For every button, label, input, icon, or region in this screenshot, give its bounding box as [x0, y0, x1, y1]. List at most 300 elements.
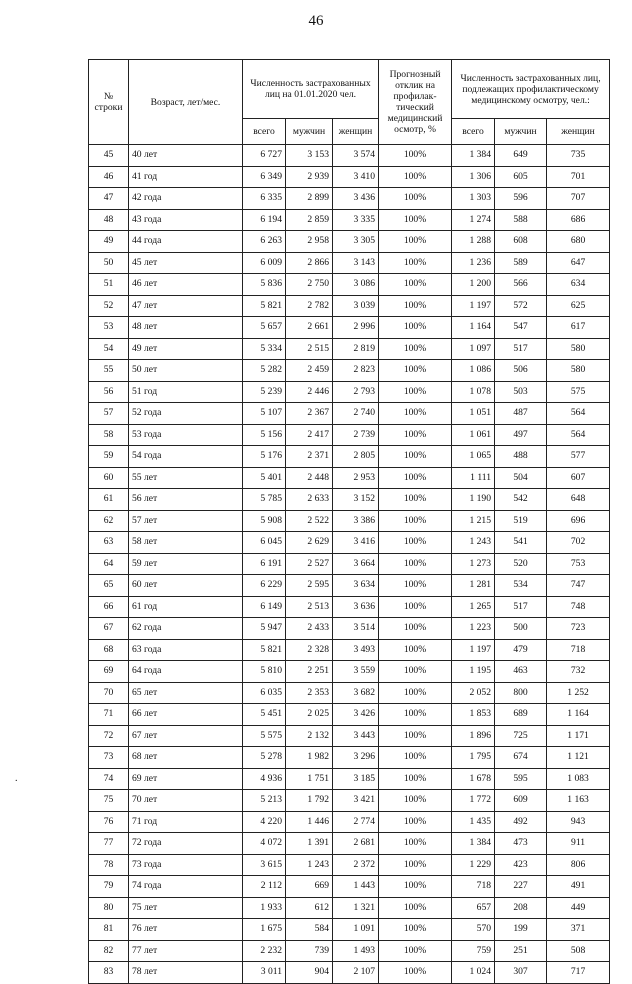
- insured-men-cell: 2 353: [286, 682, 333, 704]
- insured-women-cell: 3 682: [333, 682, 379, 704]
- table-row: [89, 575, 610, 597]
- age-cell: 53 года: [129, 424, 243, 446]
- response-rate-cell: 100%: [379, 661, 452, 683]
- insured-men-cell: 1 243: [286, 854, 333, 876]
- insured-total-cell: 1 933: [243, 897, 286, 919]
- insured-total-cell: 5 451: [243, 704, 286, 726]
- age-cell: 76 лет: [129, 919, 243, 941]
- exam-men-cell: 588: [495, 209, 547, 231]
- insured-men-cell: 2 515: [286, 338, 333, 360]
- response-rate-cell: 100%: [379, 919, 452, 941]
- header-age: Возраст, лет/мес.: [129, 60, 243, 145]
- response-rate-cell: 100%: [379, 790, 452, 812]
- insured-total-cell: 5 947: [243, 618, 286, 640]
- age-cell: 66 лет: [129, 704, 243, 726]
- row-number-cell: 51: [89, 274, 129, 296]
- response-rate-cell: 100%: [379, 811, 452, 833]
- table-row: [89, 532, 610, 554]
- insured-men-cell: 612: [286, 897, 333, 919]
- exam-total-cell: 1 111: [452, 467, 495, 489]
- age-cell: 40 лет: [129, 145, 243, 167]
- exam-men-cell: 199: [495, 919, 547, 941]
- table-row: [89, 424, 610, 446]
- table-row: [89, 704, 610, 726]
- response-rate-cell: 100%: [379, 596, 452, 618]
- insured-women-cell: 3 664: [333, 553, 379, 575]
- exam-men-cell: 517: [495, 596, 547, 618]
- age-cell: 47 лет: [129, 295, 243, 317]
- exam-men-cell: 596: [495, 188, 547, 210]
- insured-women-cell: 3 559: [333, 661, 379, 683]
- row-number-cell: 58: [89, 424, 129, 446]
- header-row-number: № строки: [89, 60, 129, 145]
- exam-men-cell: 566: [495, 274, 547, 296]
- age-cell: 72 года: [129, 833, 243, 855]
- age-cell: 50 лет: [129, 360, 243, 382]
- exam-total-cell: 1 274: [452, 209, 495, 231]
- age-cell: 59 лет: [129, 553, 243, 575]
- exam-women-cell: 748: [547, 596, 610, 618]
- insured-women-cell: 2 740: [333, 403, 379, 425]
- insured-women-cell: 2 823: [333, 360, 379, 382]
- exam-total-cell: 1 024: [452, 962, 495, 984]
- insured-men-cell: 1 982: [286, 747, 333, 769]
- insured-women-cell: 3 426: [333, 704, 379, 726]
- insured-women-cell: 2 819: [333, 338, 379, 360]
- table-row: [89, 790, 610, 812]
- insured-total-cell: 5 334: [243, 338, 286, 360]
- exam-men-cell: 689: [495, 704, 547, 726]
- exam-total-cell: 1 051: [452, 403, 495, 425]
- table-row: [89, 596, 610, 618]
- row-number-cell: 52: [89, 295, 129, 317]
- insured-men-cell: 2 328: [286, 639, 333, 661]
- insured-women-cell: 3 436: [333, 188, 379, 210]
- exam-total-cell: 1 303: [452, 188, 495, 210]
- table-row: [89, 639, 610, 661]
- exam-total-cell: 1 190: [452, 489, 495, 511]
- age-cell: 46 лет: [129, 274, 243, 296]
- insured-total-cell: 4 220: [243, 811, 286, 833]
- age-cell: 69 лет: [129, 768, 243, 790]
- table-row: [89, 338, 610, 360]
- exam-total-cell: 1 772: [452, 790, 495, 812]
- row-number-cell: 74: [89, 768, 129, 790]
- exam-men-cell: 674: [495, 747, 547, 769]
- row-number-cell: 83: [89, 962, 129, 984]
- exam-men-cell: 506: [495, 360, 547, 382]
- table-body: [89, 145, 610, 984]
- insured-men-cell: 2 448: [286, 467, 333, 489]
- age-cell: 49 лет: [129, 338, 243, 360]
- age-cell: 78 лет: [129, 962, 243, 984]
- insured-women-cell: 2 793: [333, 381, 379, 403]
- response-rate-cell: 100%: [379, 489, 452, 511]
- exam-men-cell: 227: [495, 876, 547, 898]
- table-row: [89, 295, 610, 317]
- age-cell: 62 года: [129, 618, 243, 640]
- exam-total-cell: 1 065: [452, 446, 495, 468]
- age-cell: 70 лет: [129, 790, 243, 812]
- table-row: [89, 360, 610, 382]
- insured-total-cell: 5 239: [243, 381, 286, 403]
- row-number-cell: 67: [89, 618, 129, 640]
- insured-total-cell: 5 107: [243, 403, 286, 425]
- insured-women-cell: 3 493: [333, 639, 379, 661]
- exam-men-cell: 492: [495, 811, 547, 833]
- response-rate-cell: 100%: [379, 446, 452, 468]
- table-row: [89, 231, 610, 253]
- exam-women-cell: 1 171: [547, 725, 610, 747]
- age-cell: 61 год: [129, 596, 243, 618]
- exam-total-cell: 1 306: [452, 166, 495, 188]
- exam-men-cell: 589: [495, 252, 547, 274]
- insured-men-cell: 2 629: [286, 532, 333, 554]
- exam-total-cell: 1 097: [452, 338, 495, 360]
- insured-total-cell: 5 657: [243, 317, 286, 339]
- response-rate-cell: 100%: [379, 166, 452, 188]
- table-row: [89, 747, 610, 769]
- row-number-cell: 81: [89, 919, 129, 941]
- exam-women-cell: 696: [547, 510, 610, 532]
- insured-men-cell: 2 251: [286, 661, 333, 683]
- row-number-cell: 65: [89, 575, 129, 597]
- response-rate-cell: 100%: [379, 252, 452, 274]
- exam-men-cell: 605: [495, 166, 547, 188]
- response-rate-cell: 100%: [379, 725, 452, 747]
- insured-total-cell: 6 349: [243, 166, 286, 188]
- exam-women-cell: 911: [547, 833, 610, 855]
- insured-total-cell: 6 045: [243, 532, 286, 554]
- exam-men-cell: 503: [495, 381, 547, 403]
- row-number-cell: 79: [89, 876, 129, 898]
- insured-total-cell: 3 011: [243, 962, 286, 984]
- row-number-cell: 55: [89, 360, 129, 382]
- exam-women-cell: 732: [547, 661, 610, 683]
- insured-total-cell: 6 727: [243, 145, 286, 167]
- insured-men-cell: 3 153: [286, 145, 333, 167]
- row-number-cell: 69: [89, 661, 129, 683]
- response-rate-cell: 100%: [379, 940, 452, 962]
- row-number-cell: 80: [89, 897, 129, 919]
- age-cell: 65 лет: [129, 682, 243, 704]
- exam-women-cell: 686: [547, 209, 610, 231]
- exam-men-cell: 572: [495, 295, 547, 317]
- insured-total-cell: 5 278: [243, 747, 286, 769]
- exam-total-cell: 1 896: [452, 725, 495, 747]
- exam-women-cell: 491: [547, 876, 610, 898]
- exam-women-cell: 747: [547, 575, 610, 597]
- table-row: [89, 446, 610, 468]
- age-cell: 48 лет: [129, 317, 243, 339]
- exam-women-cell: 723: [547, 618, 610, 640]
- insured-total-cell: 5 401: [243, 467, 286, 489]
- response-rate-cell: 100%: [379, 704, 452, 726]
- insured-men-cell: 1 751: [286, 768, 333, 790]
- insured-persons-table: [88, 59, 610, 984]
- insured-women-cell: 3 039: [333, 295, 379, 317]
- exam-men-cell: 520: [495, 553, 547, 575]
- table-row: [89, 166, 610, 188]
- age-cell: 44 года: [129, 231, 243, 253]
- insured-total-cell: 5 176: [243, 446, 286, 468]
- table-row: [89, 661, 610, 683]
- insured-women-cell: 2 681: [333, 833, 379, 855]
- exam-women-cell: 625: [547, 295, 610, 317]
- insured-men-cell: 2 367: [286, 403, 333, 425]
- age-cell: 75 лет: [129, 897, 243, 919]
- insured-men-cell: 2 958: [286, 231, 333, 253]
- age-cell: 41 год: [129, 166, 243, 188]
- exam-women-cell: 1 083: [547, 768, 610, 790]
- insured-men-cell: 2 633: [286, 489, 333, 511]
- insured-total-cell: 6 035: [243, 682, 286, 704]
- header-subject-to-exam: Численность застрахованных лиц, подлежащих профилактическому медицинскому осмотру, чел.:: [452, 60, 610, 119]
- insured-total-cell: 5 785: [243, 489, 286, 511]
- insured-men-cell: 2 859: [286, 209, 333, 231]
- exam-men-cell: 517: [495, 338, 547, 360]
- row-number-cell: 60: [89, 467, 129, 489]
- row-number-cell: 71: [89, 704, 129, 726]
- exam-total-cell: 1 273: [452, 553, 495, 575]
- exam-men-cell: 487: [495, 403, 547, 425]
- response-rate-cell: 100%: [379, 768, 452, 790]
- insured-men-cell: 2 899: [286, 188, 333, 210]
- row-number-cell: 76: [89, 811, 129, 833]
- exam-total-cell: 1 229: [452, 854, 495, 876]
- insured-men-cell: 2 939: [286, 166, 333, 188]
- exam-men-cell: 595: [495, 768, 547, 790]
- exam-women-cell: 702: [547, 532, 610, 554]
- exam-total-cell: 1 195: [452, 661, 495, 683]
- table-row: [89, 833, 610, 855]
- subheader-women: женщин: [333, 119, 379, 145]
- exam-women-cell: 1 164: [547, 704, 610, 726]
- table-row: [89, 725, 610, 747]
- exam-women-cell: 1 121: [547, 747, 610, 769]
- insured-total-cell: 5 821: [243, 295, 286, 317]
- insured-women-cell: 3 386: [333, 510, 379, 532]
- exam-total-cell: 1 078: [452, 381, 495, 403]
- age-cell: 71 год: [129, 811, 243, 833]
- response-rate-cell: 100%: [379, 317, 452, 339]
- age-cell: 42 года: [129, 188, 243, 210]
- insured-men-cell: 739: [286, 940, 333, 962]
- insured-men-cell: 2 750: [286, 274, 333, 296]
- response-rate-cell: 100%: [379, 532, 452, 554]
- insured-total-cell: 6 229: [243, 575, 286, 597]
- age-cell: 63 года: [129, 639, 243, 661]
- insured-men-cell: 904: [286, 962, 333, 984]
- age-cell: 74 года: [129, 876, 243, 898]
- age-cell: 60 лет: [129, 575, 243, 597]
- age-cell: 51 год: [129, 381, 243, 403]
- response-rate-cell: 100%: [379, 639, 452, 661]
- age-cell: 52 года: [129, 403, 243, 425]
- response-rate-cell: 100%: [379, 338, 452, 360]
- row-number-cell: 82: [89, 940, 129, 962]
- response-rate-cell: 100%: [379, 145, 452, 167]
- exam-women-cell: 1 163: [547, 790, 610, 812]
- margin-mark: .: [15, 773, 18, 784]
- insured-men-cell: 2 417: [286, 424, 333, 446]
- page-number: 46: [308, 13, 324, 29]
- insured-men-cell: 2 782: [286, 295, 333, 317]
- exam-women-cell: 617: [547, 317, 610, 339]
- insured-women-cell: 2 996: [333, 317, 379, 339]
- row-number-cell: 72: [89, 725, 129, 747]
- table-row: [89, 962, 610, 984]
- exam-women-cell: 648: [547, 489, 610, 511]
- insured-total-cell: 5 821: [243, 639, 286, 661]
- response-rate-cell: 100%: [379, 424, 452, 446]
- insured-women-cell: 2 953: [333, 467, 379, 489]
- exam-women-cell: 580: [547, 360, 610, 382]
- row-number-cell: 68: [89, 639, 129, 661]
- response-rate-cell: 100%: [379, 274, 452, 296]
- exam-women-cell: 508: [547, 940, 610, 962]
- age-cell: 56 лет: [129, 489, 243, 511]
- exam-women-cell: 607: [547, 467, 610, 489]
- row-number-cell: 62: [89, 510, 129, 532]
- row-number-cell: 70: [89, 682, 129, 704]
- age-cell: 68 лет: [129, 747, 243, 769]
- insured-men-cell: 2 522: [286, 510, 333, 532]
- insured-women-cell: 3 143: [333, 252, 379, 274]
- exam-men-cell: 307: [495, 962, 547, 984]
- exam-women-cell: 943: [547, 811, 610, 833]
- exam-women-cell: 449: [547, 897, 610, 919]
- insured-women-cell: 3 305: [333, 231, 379, 253]
- insured-women-cell: 3 443: [333, 725, 379, 747]
- row-number-cell: 49: [89, 231, 129, 253]
- table-row: [89, 940, 610, 962]
- exam-women-cell: 717: [547, 962, 610, 984]
- exam-men-cell: 725: [495, 725, 547, 747]
- exam-women-cell: 701: [547, 166, 610, 188]
- insured-total-cell: 5 156: [243, 424, 286, 446]
- exam-women-cell: 753: [547, 553, 610, 575]
- exam-men-cell: 504: [495, 467, 547, 489]
- age-cell: 64 года: [129, 661, 243, 683]
- exam-women-cell: 1 252: [547, 682, 610, 704]
- age-cell: 57 лет: [129, 510, 243, 532]
- row-number-cell: 45: [89, 145, 129, 167]
- table-row: [89, 919, 610, 941]
- insured-total-cell: 6 194: [243, 209, 286, 231]
- table-row: [89, 489, 610, 511]
- insured-men-cell: 2 025: [286, 704, 333, 726]
- table-row: [89, 467, 610, 489]
- insured-women-cell: 3 086: [333, 274, 379, 296]
- subheader-men: мужчин: [286, 119, 333, 145]
- insured-women-cell: 2 107: [333, 962, 379, 984]
- insured-total-cell: 5 282: [243, 360, 286, 382]
- row-number-cell: 61: [89, 489, 129, 511]
- insured-women-cell: 3 634: [333, 575, 379, 597]
- exam-total-cell: 759: [452, 940, 495, 962]
- insured-men-cell: 2 446: [286, 381, 333, 403]
- exam-women-cell: 680: [547, 231, 610, 253]
- exam-total-cell: 1 265: [452, 596, 495, 618]
- response-rate-cell: 100%: [379, 876, 452, 898]
- insured-total-cell: 5 908: [243, 510, 286, 532]
- response-rate-cell: 100%: [379, 381, 452, 403]
- insured-women-cell: 3 185: [333, 768, 379, 790]
- insured-women-cell: 3 416: [333, 532, 379, 554]
- header-insured-total: Численность застрахованных лиц на 01.01.2020 чел.: [243, 60, 379, 119]
- response-rate-cell: 100%: [379, 897, 452, 919]
- age-cell: 58 лет: [129, 532, 243, 554]
- exam-women-cell: 564: [547, 403, 610, 425]
- response-rate-cell: 100%: [379, 188, 452, 210]
- insured-men-cell: 2 595: [286, 575, 333, 597]
- exam-women-cell: 647: [547, 252, 610, 274]
- exam-men-cell: 800: [495, 682, 547, 704]
- response-rate-cell: 100%: [379, 360, 452, 382]
- insured-women-cell: 3 636: [333, 596, 379, 618]
- table-row: [89, 145, 610, 167]
- table-row: [89, 553, 610, 575]
- table-row: [89, 897, 610, 919]
- row-number-cell: 46: [89, 166, 129, 188]
- age-cell: 54 года: [129, 446, 243, 468]
- table-row: [89, 811, 610, 833]
- exam-total-cell: 2 052: [452, 682, 495, 704]
- insured-total-cell: 6 335: [243, 188, 286, 210]
- age-cell: 43 года: [129, 209, 243, 231]
- response-rate-cell: 100%: [379, 682, 452, 704]
- subheader-exam-total: всего: [452, 119, 495, 145]
- response-rate-cell: 100%: [379, 403, 452, 425]
- insured-total-cell: 5 836: [243, 274, 286, 296]
- exam-total-cell: 570: [452, 919, 495, 941]
- insured-men-cell: 2 527: [286, 553, 333, 575]
- row-number-cell: 57: [89, 403, 129, 425]
- insured-men-cell: 2 661: [286, 317, 333, 339]
- response-rate-cell: 100%: [379, 962, 452, 984]
- table-row: [89, 209, 610, 231]
- response-rate-cell: 100%: [379, 209, 452, 231]
- exam-women-cell: 707: [547, 188, 610, 210]
- exam-men-cell: 473: [495, 833, 547, 855]
- insured-men-cell: 669: [286, 876, 333, 898]
- response-rate-cell: 100%: [379, 575, 452, 597]
- subheader-exam-women: женщин: [547, 119, 610, 145]
- insured-men-cell: 2 132: [286, 725, 333, 747]
- exam-men-cell: 423: [495, 854, 547, 876]
- insured-total-cell: 2 232: [243, 940, 286, 962]
- exam-men-cell: 463: [495, 661, 547, 683]
- exam-total-cell: 1 435: [452, 811, 495, 833]
- exam-men-cell: 608: [495, 231, 547, 253]
- exam-women-cell: 718: [547, 639, 610, 661]
- age-cell: 45 лет: [129, 252, 243, 274]
- response-rate-cell: 100%: [379, 833, 452, 855]
- exam-men-cell: 609: [495, 790, 547, 812]
- insured-total-cell: 2 112: [243, 876, 286, 898]
- insured-total-cell: 6 191: [243, 553, 286, 575]
- table-row: [89, 876, 610, 898]
- exam-men-cell: 251: [495, 940, 547, 962]
- exam-men-cell: 479: [495, 639, 547, 661]
- insured-total-cell: 1 675: [243, 919, 286, 941]
- exam-total-cell: 1 795: [452, 747, 495, 769]
- row-number-cell: 64: [89, 553, 129, 575]
- table-row: [89, 274, 610, 296]
- exam-men-cell: 541: [495, 532, 547, 554]
- age-cell: 67 лет: [129, 725, 243, 747]
